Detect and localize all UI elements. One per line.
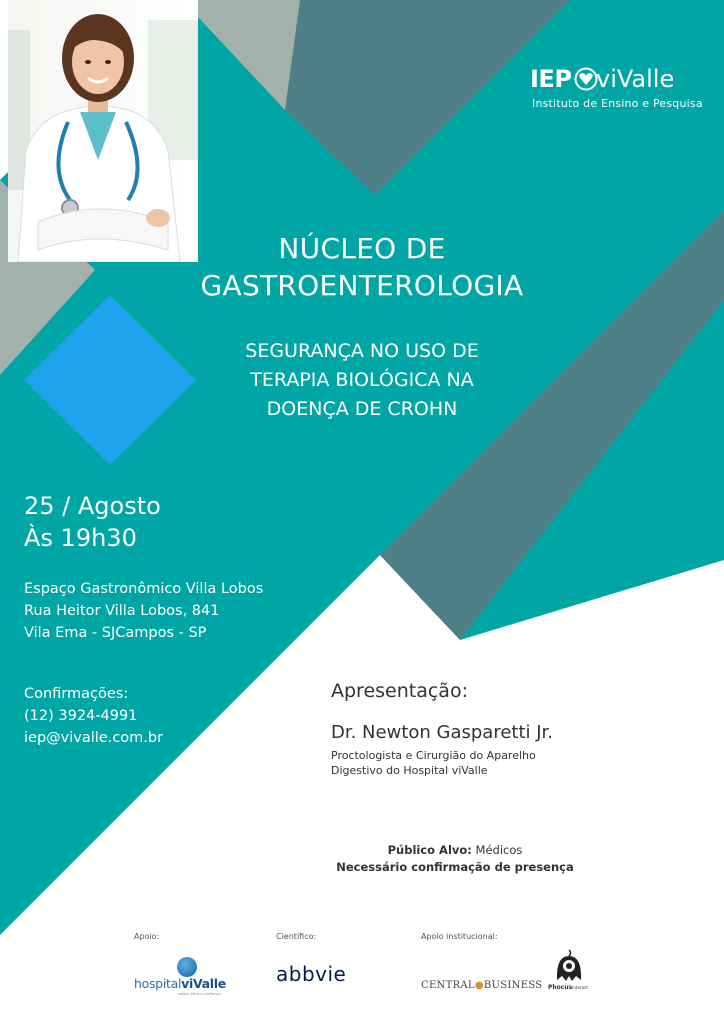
venue-name: Espaço Gastronômico Villa Lobos xyxy=(24,581,264,597)
presenter-desc-line-2: Digestivo do Hospital viValle xyxy=(331,764,488,777)
event-datetime xyxy=(24,490,161,554)
phocus-word-2: Interact xyxy=(572,985,588,990)
audience-label: Público Alvo: xyxy=(387,843,472,857)
doctor-photo xyxy=(8,0,198,262)
hospital-name: viValle xyxy=(181,976,226,991)
abbvie-logo: abbvie xyxy=(276,962,347,986)
audience-value: Médicos xyxy=(471,843,523,857)
cientifico-label: Científico: xyxy=(276,932,317,941)
presenter-name: Dr. Newton Gasparetti Jr. xyxy=(331,722,554,743)
central-word-1: CENTRAL xyxy=(421,980,475,991)
central-dot-icon: ● xyxy=(474,980,484,991)
event-address xyxy=(24,578,263,644)
subtitle-line-2: TERAPIA BIOLÓGICA NA xyxy=(250,369,474,391)
venue-street: Rua Heitor Villa Lobos, 841 xyxy=(24,603,220,619)
confirmation-info xyxy=(24,683,163,749)
phocus-interact-logo xyxy=(548,948,592,994)
logo-subtitle: Instituto de Ensino e Pesquisa xyxy=(532,97,703,110)
event-date: 25 / Agosto xyxy=(24,492,161,520)
hospital-tagline: saúde, ética e confiança xyxy=(178,992,221,996)
central-word-2: BUSINESS xyxy=(483,980,543,991)
logo-vivalle-text: viValle xyxy=(596,65,675,93)
title-line-1: NÚCLEO DE xyxy=(278,232,446,265)
event-time: Às 19h30 xyxy=(24,524,137,552)
iep-vivalle-logo xyxy=(530,62,705,114)
confirmation-phone: (12) 3924-4991 xyxy=(24,708,138,724)
event-subtitle xyxy=(160,337,564,424)
subtitle-line-3: DOENÇA DE CROHN xyxy=(266,398,458,420)
subtitle-line-1: SEGURANÇA NO USO DE xyxy=(245,340,479,362)
phocus-text xyxy=(548,984,588,991)
hospital-vivalle-logo xyxy=(134,957,226,1001)
presenter-desc-line-1: Proctologista e Cirurgião do Aparelho xyxy=(331,749,536,762)
phocus-word-1: Phocus xyxy=(548,984,573,991)
apoio-institucional-label: Apoio institucional: xyxy=(421,932,498,941)
hospital-globe-icon xyxy=(177,957,197,977)
phocus-mascot-icon xyxy=(554,948,584,984)
confirmation-email: iep@vivalle.com.br xyxy=(24,730,164,746)
venue-city: Vila Ema - SJCampos - SP xyxy=(24,625,207,641)
logo-iep-text: IEP xyxy=(530,65,572,93)
apoio-label: Apoio: xyxy=(134,932,160,941)
hospital-logo-text xyxy=(134,976,226,991)
presenter-description xyxy=(331,748,536,778)
confirmation-note: Necessário confirmação de presença xyxy=(336,860,574,874)
presenter-heading: Apresentação: xyxy=(331,680,468,702)
central-business-logo xyxy=(421,980,542,991)
event-title xyxy=(140,230,584,304)
title-line-2: GASTROENTEROLOGIA xyxy=(200,269,524,302)
target-audience xyxy=(300,843,610,857)
hospital-prefix: hospital xyxy=(134,976,182,991)
confirmation-label: Confirmações: xyxy=(24,686,129,702)
logo-heart-icon xyxy=(574,67,598,91)
